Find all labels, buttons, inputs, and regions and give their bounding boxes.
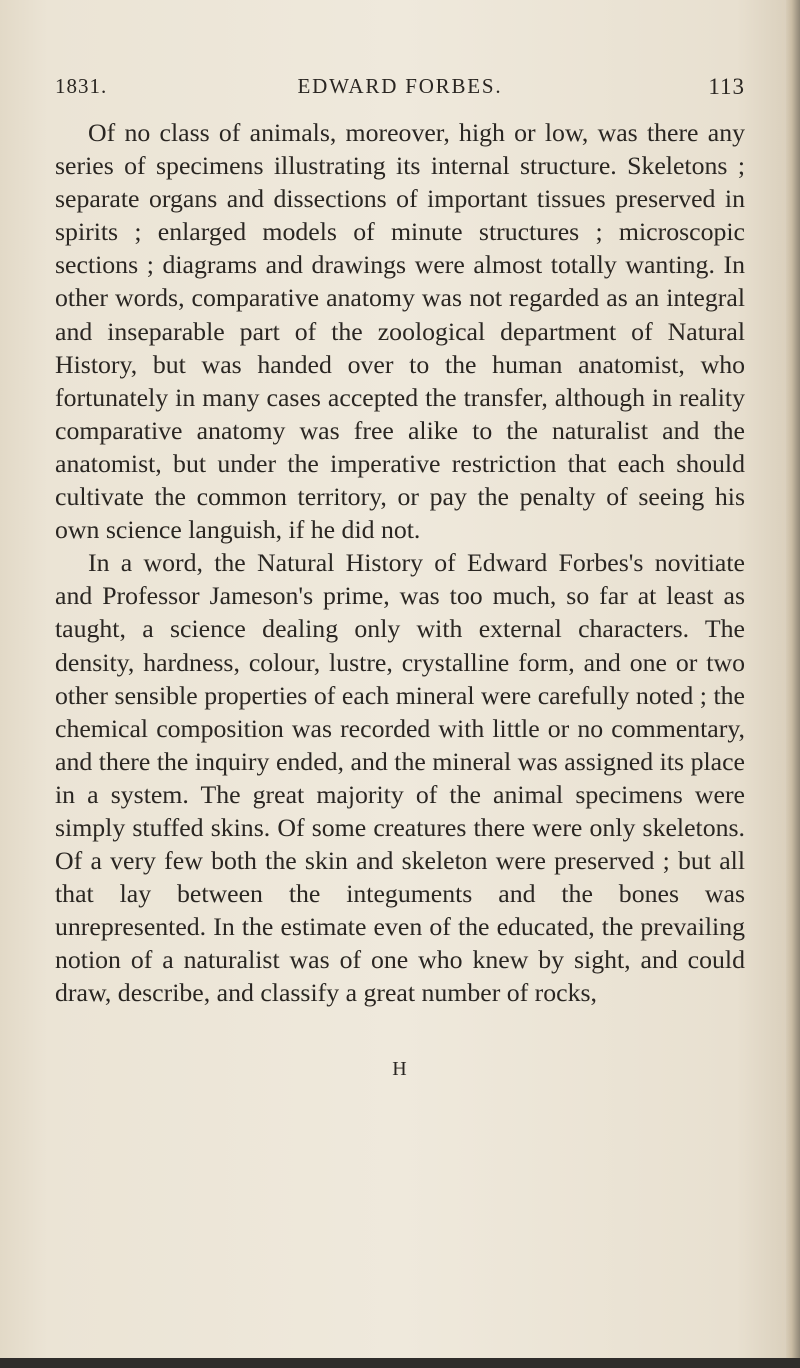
signature-mark: H — [392, 1058, 408, 1080]
running-head — [55, 74, 745, 106]
paragraph-1: Of no class of animals, moreover, high or low, was there any series of specimens illustrating its internal structure. Skeletons ; separate organs and dissections of important tissues preserved in spirits ; enlarged models of minute structures ; microscopic sections ; diagrams and drawings were almost totally wanting. In other words, comparative anatomy was not regarded as an integral and inseparable part of the zoological department of Natural History, but was handed over to the human anatomist, who fortunately in many cases accepted the transfer, although in reality comparative anatomy was free alike to the naturalist and the anatomist, but under the imperative restriction that each should cultivate the common territory, or pay the penalty of seeing his own science languish, if he did not. — [55, 118, 745, 545]
page-edge — [786, 0, 800, 1368]
running-head-year: 1831. — [55, 74, 108, 98]
page-number: 113 — [708, 74, 745, 99]
running-head-title: EDWARD FORBES. — [297, 74, 503, 98]
body-text — [55, 116, 745, 1010]
bottom-rule — [0, 1358, 800, 1368]
paragraph-2: In a word, the Natural History of Edward Forbes's novitiate and Professor Jameson's prime, was too much, so far at least as taught, a science dealing only with external characters. The density, hardness, colour, lustre, crystalline form, and one or two other sensible properties of each mineral were carefully noted ; the chemical composition was recorded with little or no commentary, and there the inquiry ended, and the mineral was assigned its place in a system. The great majority of the animal specimens were simply stuffed skins. Of some creatures there were only skeletons. Of a very few both the skin and skeleton were preserved ; but all that lay between the integuments and the bones was unrepresented. In the estimate even of the educated, the prevailing notion of a naturalist was of one who knew by sight, and could draw, describe, and classify a great number of rocks, — [55, 548, 745, 1008]
